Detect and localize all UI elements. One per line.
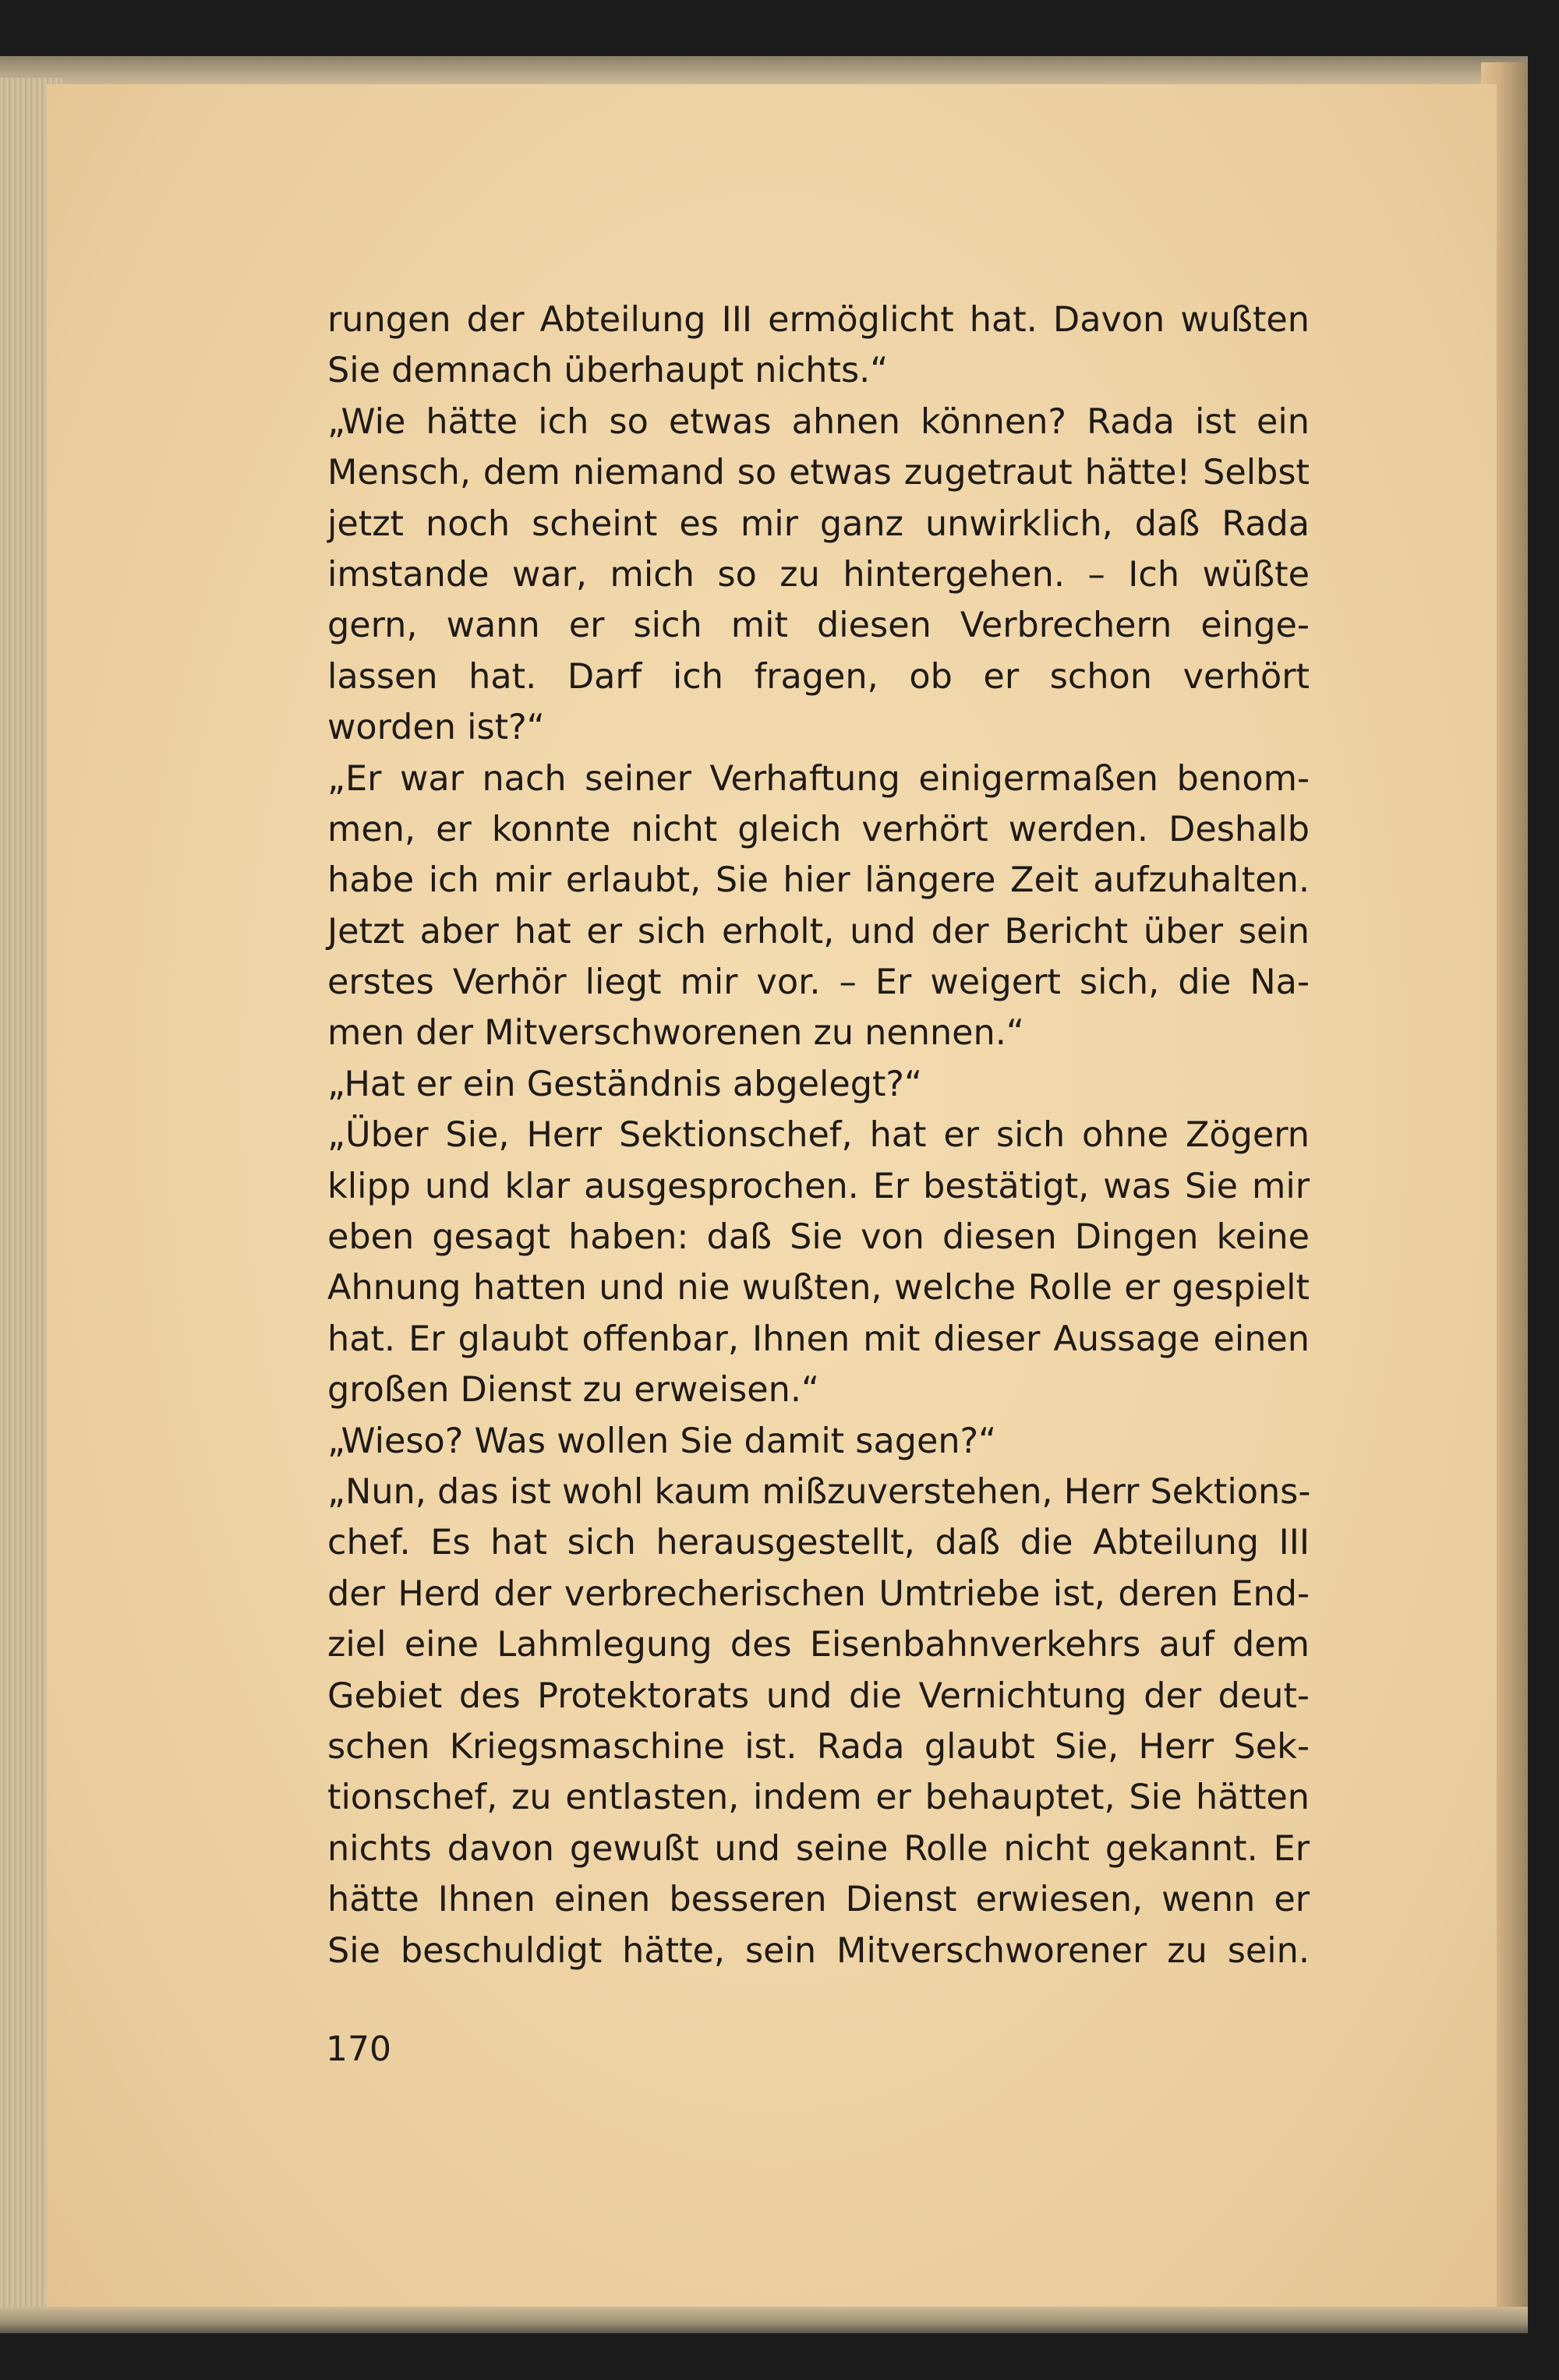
text-line: Gebiet des Protektorats und die Vernichtung der deut- [327, 1676, 1310, 1716]
text-line: schen Kriegsmaschine ist. Rada glaubt Sie, Herr Sek- [327, 1726, 1310, 1767]
text-line: chef. Es hat sich herausgestellt, daß die Abteilung III [327, 1523, 1310, 1563]
text-line: „Über Sie, Herr Sektionschef, hat er sich ohne Zögern [327, 1115, 1310, 1156]
text-line: der Herd der verbrecherischen Umtriebe ist, deren End- [327, 1573, 1310, 1614]
text-line: hat. Er glaubt offenbar, Ihnen mit dieser Aussage einen [327, 1319, 1310, 1359]
text-line: Jetzt aber hat er sich erholt, und der Bericht über sein [327, 911, 1310, 952]
text-line: eben gesagt haben: daß Sie von diesen Dingen keine [327, 1217, 1310, 1258]
text-line: Ahnung hatten und nie wußten, welche Rolle er gespielt [327, 1268, 1310, 1308]
text-line: lassen hat. Darf ich fragen, ob er schon verhört [327, 656, 1310, 697]
text-line: großen Dienst zu erweisen.“ [327, 1370, 820, 1411]
text-line: tionschef, zu entlasten, indem er behauptet, Sie hätten [327, 1778, 1310, 1818]
text-line: hätte Ihnen einen besseren Dienst erwiesen, wenn er [327, 1880, 1310, 1920]
book-edge-top [0, 56, 1528, 87]
text-line: Mensch, dem niemand so etwas zugetraut hätte! Selbst [327, 453, 1310, 493]
text-line: men, er konnte nicht gleich verhört werden. Deshalb [327, 809, 1310, 849]
text-line: imstande war, mich so zu hintergehen. – Ich wüßte [327, 554, 1310, 595]
text-line: rungen der Abteilung III ermöglicht hat. Davon wußten [327, 300, 1310, 340]
book-edge-bottom [0, 2307, 1528, 2333]
text-line: Sie beschuldigt hätte, sein Mitverschworener zu sein. [327, 1930, 1310, 1971]
text-line: „Nun, das ist wohl kaum mißzuverstehen, Herr Sektions- [327, 1471, 1311, 1512]
text-line: Sie demnach überhaupt nichts.“ [327, 351, 889, 391]
text-line: erstes Verhör liegt mir vor. – Er weigert sich, die Na- [327, 962, 1310, 1003]
text-line: „Hat er ein Geständnis abgelegt?“ [327, 1064, 923, 1104]
text-line: men der Mitverschworenen zu nennen.“ [327, 1013, 1024, 1054]
text-line: „Er war nach seiner Verhaftung einigermaßen benom- [327, 758, 1310, 799]
text-line: klipp und klar ausgesprochen. Er bestätigt, was Sie mir [327, 1166, 1310, 1206]
text-line: worden ist?“ [327, 708, 545, 748]
text-line: ziel eine Lahmlegung des Eisenbahnverkehrs auf dem [327, 1625, 1310, 1665]
text-line: gern, wann er sich mit diesen Verbrechern einge- [327, 606, 1310, 646]
text-line: „Wieso? Was wollen Sie damit sagen?“ [327, 1421, 997, 1461]
text-line: „Wie hätte ich so etwas ahnen können? Rada ist ein [327, 401, 1310, 442]
text-line: jetzt noch scheint es mir ganz unwirklich, daß Rada [327, 503, 1310, 544]
text-line: habe ich mir erlaubt, Sie hier längere Zeit aufzuhalten. [327, 860, 1310, 901]
body-text [327, 295, 1310, 1976]
text-line: nichts davon gewußt und seine Rolle nicht gekannt. Er [327, 1828, 1310, 1869]
page-number: 170 [326, 2029, 391, 2069]
